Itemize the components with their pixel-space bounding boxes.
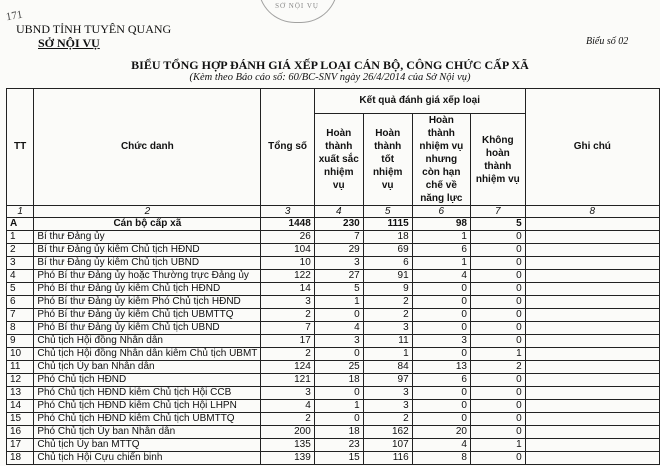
cell-not-done: 0	[470, 322, 525, 335]
cell-note	[525, 244, 659, 257]
cell-title: Phó Bí thư Đảng ủy hoặc Thường trực Đảng ủy	[34, 270, 261, 283]
cell-total: 2	[261, 413, 314, 426]
table-row	[7, 348, 660, 361]
cell-limited: 4	[412, 439, 470, 452]
cell-good: 3	[363, 322, 412, 335]
cell-not-done: 0	[470, 374, 525, 387]
cell-tt: 18	[7, 452, 34, 465]
cell-tt: 3	[7, 257, 34, 270]
cell-not-done: 0	[470, 387, 525, 400]
cell-excellent: 3	[314, 335, 363, 348]
cell-note	[525, 335, 659, 348]
cell-good: 84	[363, 361, 412, 374]
cell-excellent: 1	[314, 400, 363, 413]
cell-excellent: 0	[314, 309, 363, 322]
cell-tt: 9	[7, 335, 34, 348]
table-row	[7, 374, 660, 387]
cell-title: Phó Chủ tịch Ủy ban Nhân dân	[34, 426, 261, 439]
cell-tt: 14	[7, 400, 34, 413]
cell-good: 18	[363, 231, 412, 244]
col-tt: TT	[7, 89, 34, 206]
cell-total: 135	[261, 439, 314, 452]
cell-limited: 1	[412, 231, 470, 244]
section-note	[525, 218, 659, 231]
cell-excellent: 15	[314, 452, 363, 465]
cell-limited: 6	[412, 244, 470, 257]
cell-title: Bí thư Đảng ủy	[34, 231, 261, 244]
cell-note	[525, 322, 659, 335]
index-cell: 2	[34, 206, 261, 218]
col-excellent: Hoàn thành xuất sắc nhiệm vụ	[314, 114, 363, 206]
cell-not-done: 0	[470, 452, 525, 465]
cell-good: 116	[363, 452, 412, 465]
section-excellent: 230	[314, 218, 363, 231]
cell-title: Chủ tịch Ủy ban Nhân dân	[34, 361, 261, 374]
cell-total: 121	[261, 374, 314, 387]
cell-note	[525, 439, 659, 452]
cell-not-done: 0	[470, 400, 525, 413]
cell-tt: 1	[7, 231, 34, 244]
table-row	[7, 296, 660, 309]
section-row	[7, 218, 660, 231]
index-cell: 8	[525, 206, 659, 218]
cell-excellent: 0	[314, 413, 363, 426]
cell-note	[525, 413, 659, 426]
cell-limited: 6	[412, 374, 470, 387]
cell-tt: 17	[7, 439, 34, 452]
table-row	[7, 270, 660, 283]
col-note: Ghi chú	[525, 89, 659, 206]
cell-total: 14	[261, 283, 314, 296]
cell-note	[525, 400, 659, 413]
cell-excellent: 18	[314, 426, 363, 439]
cell-note	[525, 387, 659, 400]
cell-note	[525, 257, 659, 270]
cell-good: 91	[363, 270, 412, 283]
cell-good: 69	[363, 244, 412, 257]
cell-note	[525, 374, 659, 387]
cell-note	[525, 348, 659, 361]
table-row	[7, 309, 660, 322]
cell-note	[525, 231, 659, 244]
cell-excellent: 0	[314, 348, 363, 361]
table-row	[7, 231, 660, 244]
cell-limited: 1	[412, 257, 470, 270]
cell-excellent: 5	[314, 283, 363, 296]
cell-note	[525, 309, 659, 322]
cell-total: 104	[261, 244, 314, 257]
col-good: Hoàn thành tốt nhiệm vụ	[363, 114, 412, 206]
cell-title: Chủ tịch Hội đồng Nhân dân	[34, 335, 261, 348]
cell-title: Chủ tịch Hội Cựu chiến binh	[34, 452, 261, 465]
cell-total: 26	[261, 231, 314, 244]
table-row	[7, 361, 660, 374]
table-row	[7, 322, 660, 335]
cell-total: 4	[261, 400, 314, 413]
cell-good: 107	[363, 439, 412, 452]
table-row	[7, 439, 660, 452]
cell-tt: 6	[7, 296, 34, 309]
cell-excellent: 0	[314, 387, 363, 400]
index-cell: 7	[470, 206, 525, 218]
cell-not-done: 0	[470, 309, 525, 322]
cell-total: 200	[261, 426, 314, 439]
table-row	[7, 413, 660, 426]
index-cell: 4	[314, 206, 363, 218]
cell-title: Phó Bí thư Đảng ủy kiêm Chủ tịch UBND	[34, 322, 261, 335]
cell-total: 2	[261, 309, 314, 322]
index-row	[7, 206, 660, 218]
cell-tt: 2	[7, 244, 34, 257]
cell-title: Chủ tịch Hội đồng Nhân dân kiêm Chủ tịch UBMT	[34, 348, 261, 361]
cell-note	[525, 270, 659, 283]
col-total: Tổng số	[261, 89, 314, 206]
cell-note	[525, 296, 659, 309]
section-title: Cán bộ cấp xã	[34, 218, 261, 231]
col-result-group: Kết quả đánh giá xếp loại	[314, 89, 525, 114]
cell-not-done: 0	[470, 231, 525, 244]
document-subtitle: (Kèm theo Báo cáo số: 60/BC-SNV ngày 26/4/2014 của Sở Nội vụ)	[189, 72, 471, 83]
table-row	[7, 452, 660, 465]
cell-tt: 13	[7, 387, 34, 400]
handwritten-mark: 171	[5, 8, 24, 24]
section-limited: 98	[412, 218, 470, 231]
table-row	[7, 257, 660, 270]
cell-limited: 3	[412, 335, 470, 348]
cell-title: Phó Chủ tịch HĐND kiêm Chủ tịch UBMTTQ	[34, 413, 261, 426]
form-number: Biểu số 02	[586, 36, 629, 47]
cell-tt: 7	[7, 309, 34, 322]
col-limited: Hoàn thành nhiệm vụ nhưng còn hạn chế về năng lực	[412, 114, 470, 206]
table-row	[7, 400, 660, 413]
cell-not-done: 1	[470, 439, 525, 452]
cell-tt: 4	[7, 270, 34, 283]
cell-tt: 16	[7, 426, 34, 439]
cell-not-done: 0	[470, 270, 525, 283]
cell-title: Bí thư Đảng ủy kiêm Chủ tịch UBND	[34, 257, 261, 270]
cell-title: Phó Bí thư Đảng ủy kiêm Phó Chủ tịch HĐND	[34, 296, 261, 309]
cell-tt: 5	[7, 283, 34, 296]
cell-good: 6	[363, 257, 412, 270]
cell-total: 124	[261, 361, 314, 374]
cell-excellent: 7	[314, 231, 363, 244]
cell-limited: 0	[412, 413, 470, 426]
cell-good: 2	[363, 296, 412, 309]
section-tt: A	[7, 218, 34, 231]
cell-tt: 10	[7, 348, 34, 361]
cell-excellent: 23	[314, 439, 363, 452]
cell-good: 1	[363, 348, 412, 361]
cell-note	[525, 361, 659, 374]
cell-good: 9	[363, 283, 412, 296]
cell-title: Chủ tịch Ủy ban MTTQ	[34, 439, 261, 452]
cell-excellent: 1	[314, 296, 363, 309]
cell-note	[525, 452, 659, 465]
cell-title: Phó Chủ tịch HĐND kiêm Chủ tịch Hội LHPN	[34, 400, 261, 413]
cell-not-done: 1	[470, 348, 525, 361]
cell-total: 7	[261, 322, 314, 335]
cell-limited: 0	[412, 309, 470, 322]
cell-limited: 13	[412, 361, 470, 374]
department-name: SỞ NỘI VỤ	[38, 36, 100, 50]
cell-excellent: 29	[314, 244, 363, 257]
index-cell: 6	[412, 206, 470, 218]
cell-total: 139	[261, 452, 314, 465]
cell-good: 162	[363, 426, 412, 439]
cell-not-done: 0	[470, 335, 525, 348]
table-row	[7, 335, 660, 348]
section-not-done: 5	[470, 218, 525, 231]
cell-limited: 0	[412, 322, 470, 335]
cell-limited: 4	[412, 270, 470, 283]
stamp-text: SỞ NỘI VỤ	[275, 2, 319, 10]
agency-name: UBND TỈNH TUYÊN QUANG	[16, 22, 172, 36]
cell-total: 122	[261, 270, 314, 283]
cell-tt: 12	[7, 374, 34, 387]
cell-title: Bí thư Đảng ủy kiêm Chủ tịch HĐND	[34, 244, 261, 257]
cell-excellent: 3	[314, 257, 363, 270]
cell-not-done: 0	[470, 413, 525, 426]
cell-title: Phó Chủ tịch HĐND	[34, 374, 261, 387]
cell-total: 10	[261, 257, 314, 270]
table-row	[7, 244, 660, 257]
cell-limited: 0	[412, 400, 470, 413]
cell-tt: 8	[7, 322, 34, 335]
index-cell: 1	[7, 206, 34, 218]
section-good: 1115	[363, 218, 412, 231]
section-total: 1448	[261, 218, 314, 231]
cell-total: 17	[261, 335, 314, 348]
cell-good: 2	[363, 309, 412, 322]
cell-note	[525, 283, 659, 296]
cell-total: 2	[261, 348, 314, 361]
cell-excellent: 18	[314, 374, 363, 387]
index-cell: 5	[363, 206, 412, 218]
cell-not-done: 2	[470, 361, 525, 374]
cell-total: 3	[261, 296, 314, 309]
cell-limited: 0	[412, 296, 470, 309]
cell-title: Phó Bí thư Đảng ủy kiêm Chủ tịch HĐND	[34, 283, 261, 296]
cell-limited: 8	[412, 452, 470, 465]
cell-limited: 0	[412, 348, 470, 361]
cell-not-done: 0	[470, 283, 525, 296]
cell-excellent: 4	[314, 322, 363, 335]
cell-note	[525, 426, 659, 439]
cell-good: 97	[363, 374, 412, 387]
table-row	[7, 283, 660, 296]
cell-not-done: 0	[470, 244, 525, 257]
table-row	[7, 387, 660, 400]
cell-tt: 15	[7, 413, 34, 426]
col-title: Chức danh	[34, 89, 261, 206]
cell-limited: 20	[412, 426, 470, 439]
index-cell: 3	[261, 206, 314, 218]
cell-title: Phó Chủ tịch HĐND kiêm Chủ tịch Hội CCB	[34, 387, 261, 400]
cell-title: Phó Bí thư Đảng ủy kiêm Chủ tịch UBMTTQ	[34, 309, 261, 322]
cell-good: 3	[363, 387, 412, 400]
cell-good: 11	[363, 335, 412, 348]
col-not-done: Không hoàn thành nhiệm vụ	[470, 114, 525, 206]
cell-not-done: 0	[470, 296, 525, 309]
cell-tt: 11	[7, 361, 34, 374]
cell-limited: 0	[412, 283, 470, 296]
cell-good: 3	[363, 400, 412, 413]
cell-not-done: 0	[470, 426, 525, 439]
evaluation-table	[6, 88, 660, 465]
cell-total: 3	[261, 387, 314, 400]
cell-good: 2	[363, 413, 412, 426]
cell-excellent: 25	[314, 361, 363, 374]
cell-not-done: 0	[470, 257, 525, 270]
cell-limited: 0	[412, 387, 470, 400]
cell-excellent: 27	[314, 270, 363, 283]
table-row	[7, 426, 660, 439]
document-title: BIỂU TỔNG HỢP ĐÁNH GIÁ XẾP LOẠI CÁN BỘ, CÔNG CHỨC CẤP XÃ	[131, 58, 529, 72]
